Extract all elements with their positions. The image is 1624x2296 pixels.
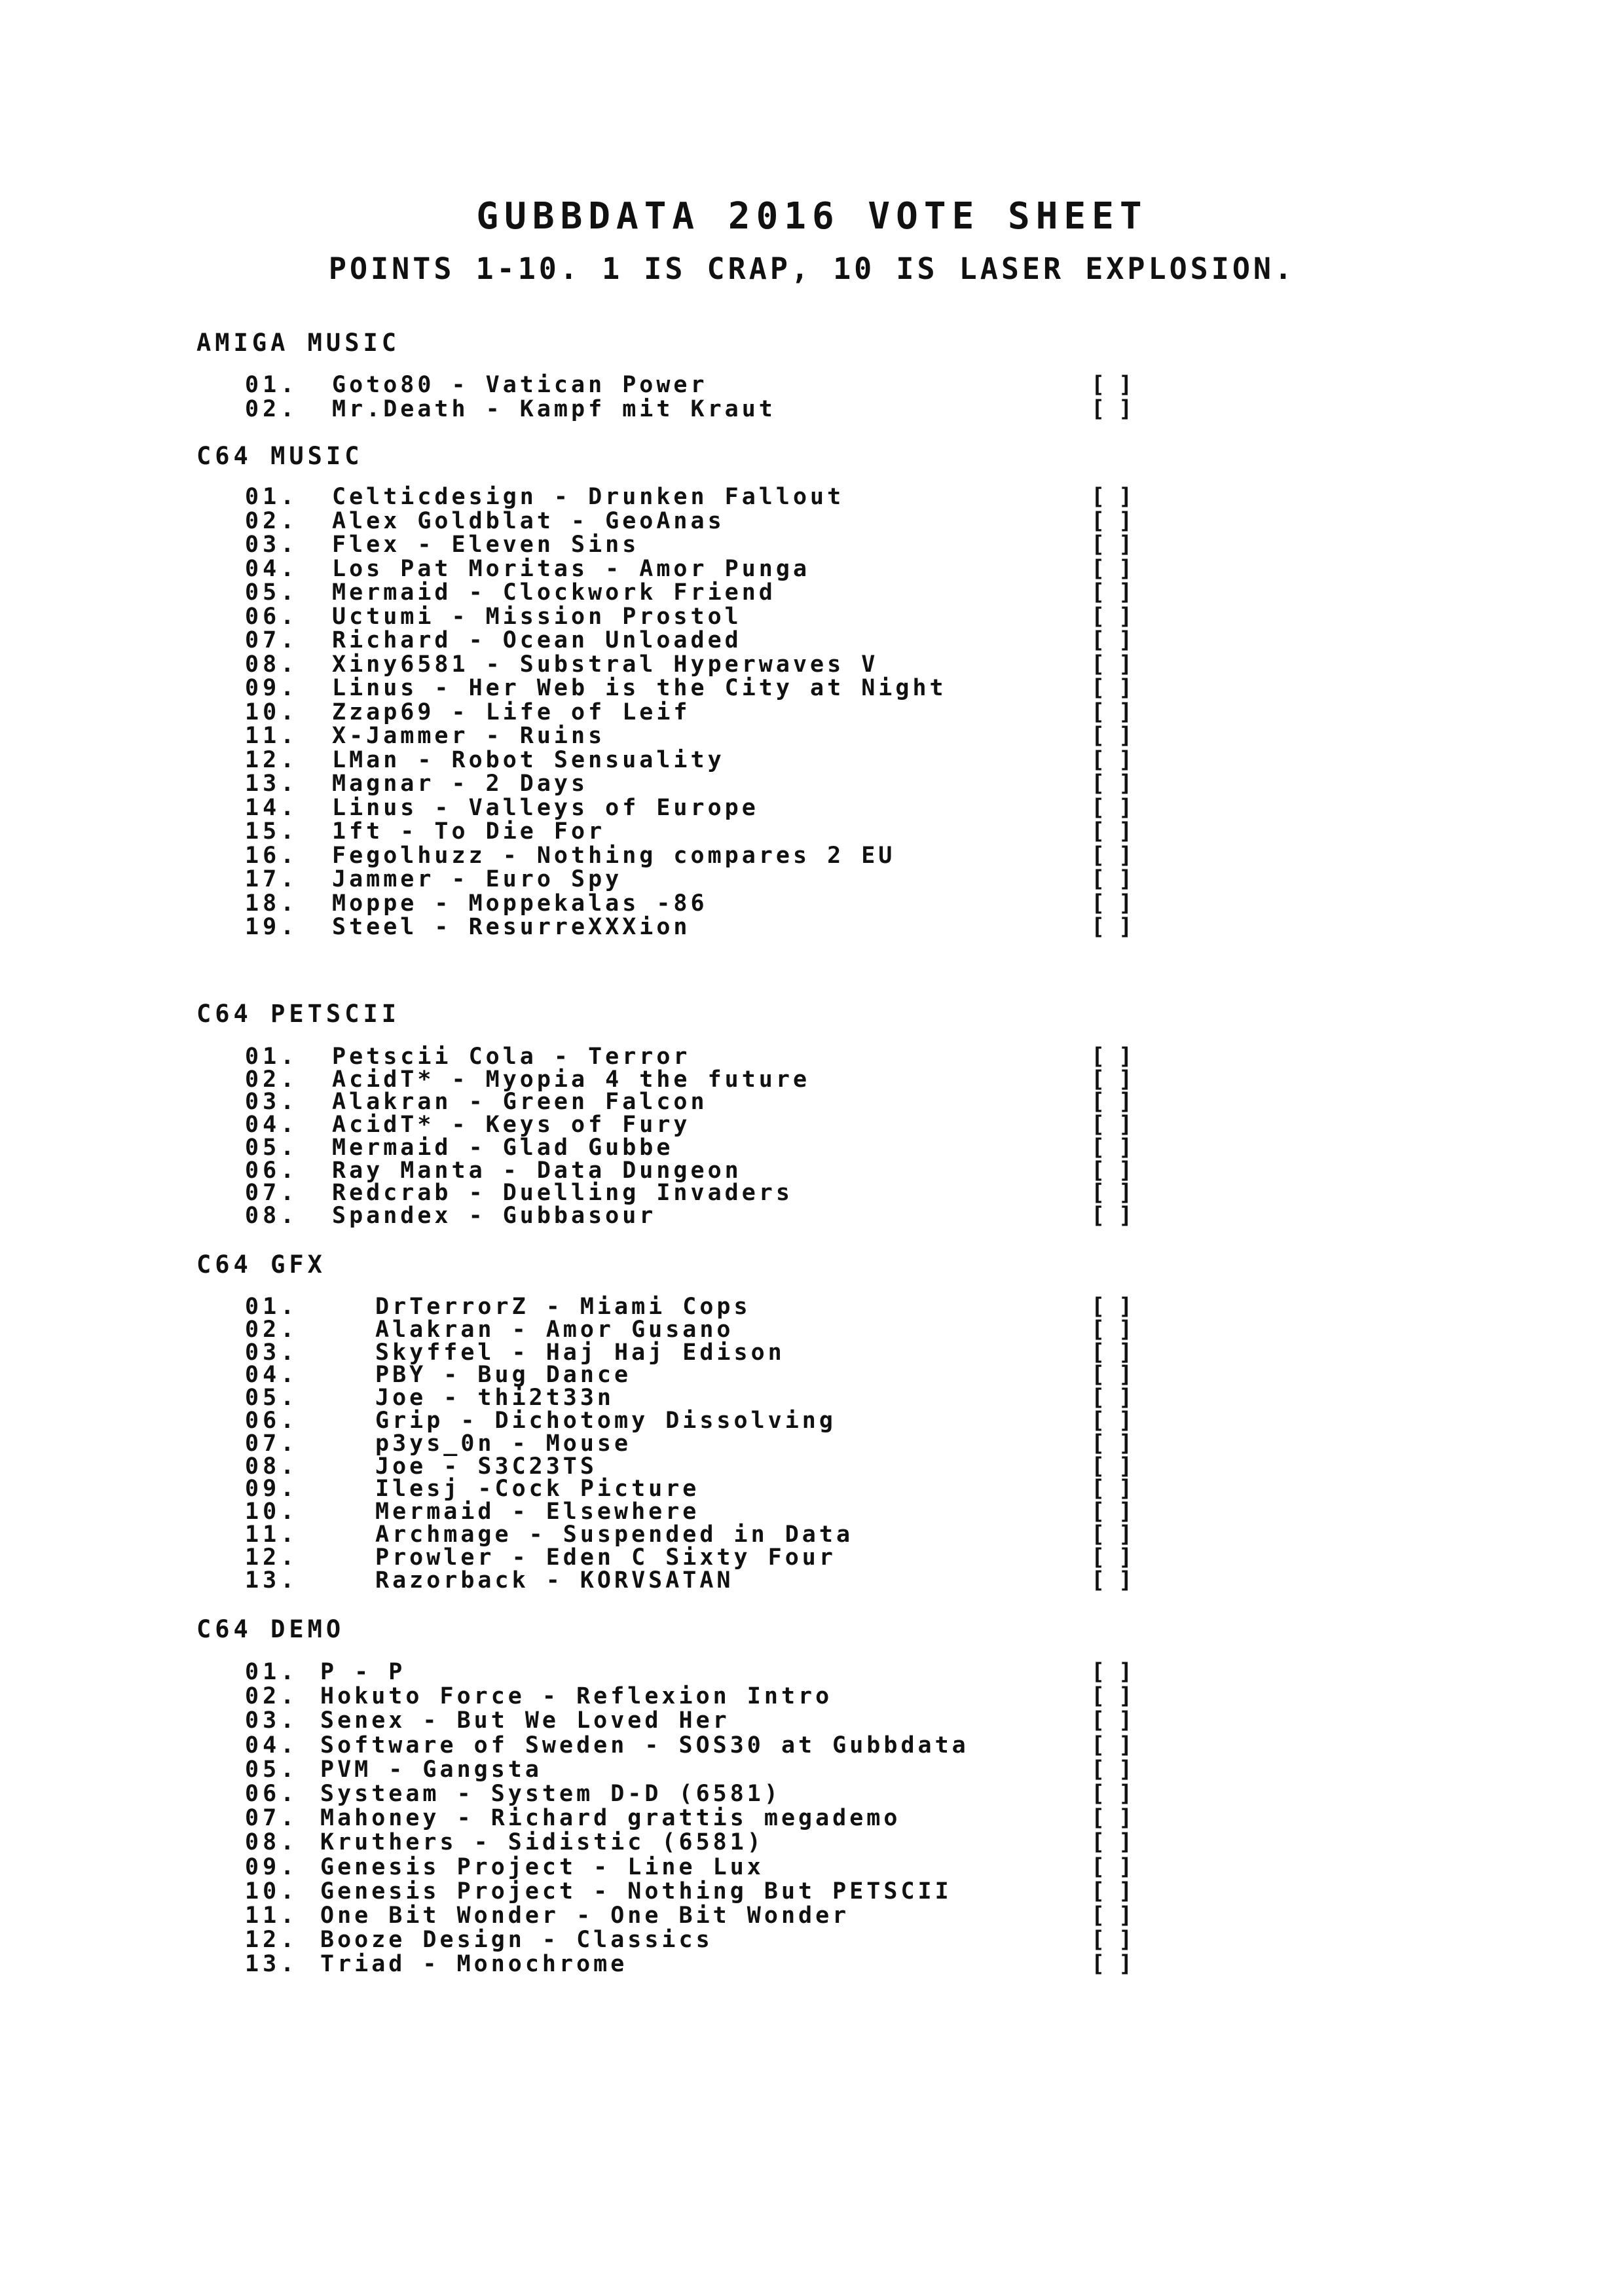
entry-number: 08. <box>245 651 299 678</box>
section-title: AMIGA MUSIC <box>196 329 401 357</box>
entry-row <box>0 1709 1624 1732</box>
entry-title: Ray Manta - Data Dungeon <box>332 1157 742 1184</box>
entry-number: 18. <box>245 890 299 917</box>
entry-title: Steel - ResurreXXXion <box>332 914 691 940</box>
entry-number: 16. <box>245 842 299 869</box>
entry-title: Kruthers - Sidistic (6581) <box>320 1829 764 1856</box>
vote-checkbox[interactable]: [ ] <box>1091 1430 1133 1457</box>
entry-title: Razorback - KORVSATAN <box>375 1567 734 1594</box>
entry-number: 10. <box>245 1499 299 1525</box>
entry-number: 04. <box>245 1732 299 1758</box>
vote-checkbox[interactable]: [ ] <box>1091 603 1133 630</box>
vote-checkbox[interactable]: [ ] <box>1091 1544 1133 1571</box>
vote-checkbox[interactable]: [ ] <box>1091 746 1133 773</box>
vote-checkbox[interactable]: [ ] <box>1091 1951 1133 1978</box>
entry-title: Genesis Project - Line Lux <box>320 1853 764 1880</box>
entry-row <box>0 1831 1624 1854</box>
entry-number: 03. <box>245 1089 299 1116</box>
entry-number: 02. <box>245 1683 299 1710</box>
entry-title: AcidT* - Myopia 4 the future <box>332 1066 811 1093</box>
entry-title: Goto80 - Vatican Power <box>332 372 708 398</box>
vote-checkbox[interactable]: [ ] <box>1091 1202 1133 1229</box>
entry-row <box>0 1880 1624 1903</box>
vote-checkbox[interactable]: [ ] <box>1091 1112 1133 1139</box>
vote-checkbox[interactable]: [ ] <box>1091 1453 1133 1480</box>
entry-row <box>0 629 1624 652</box>
entry-title: Genesis Project - Nothing But PETSCII <box>320 1878 952 1904</box>
entry-number: 08. <box>245 1453 299 1480</box>
entry-title: PBY - Bug Dance <box>375 1362 632 1389</box>
entry-title: Linus - Valleys of Europe <box>332 794 759 821</box>
entry-number: 13. <box>245 771 299 797</box>
entry-number: 15. <box>245 818 299 845</box>
entry-number: 03. <box>245 1707 299 1734</box>
entry-number: 08. <box>245 1829 299 1856</box>
entry-row <box>0 581 1624 604</box>
entry-number: 03. <box>245 532 299 558</box>
page-subtitle: POINTS 1-10. 1 IS CRAP, 10 IS LASER EXPLOSION. <box>328 251 1296 286</box>
entry-row <box>0 1952 1624 1976</box>
entry-row <box>0 1500 1624 1523</box>
entry-row <box>0 373 1624 397</box>
entry-row <box>0 1546 1624 1569</box>
entry-row <box>0 557 1624 581</box>
entry-number: 11. <box>245 723 299 749</box>
entry-row <box>0 1295 1624 1319</box>
vote-checkbox[interactable]: [ ] <box>1091 842 1133 869</box>
vote-checkbox[interactable]: [ ] <box>1091 555 1133 582</box>
entry-title: Zzap69 - Life of Leif <box>332 699 691 725</box>
entry-title: Prowler - Eden C Sixty Four <box>375 1544 836 1571</box>
entry-row <box>0 1341 1624 1364</box>
vote-checkbox[interactable]: [ ] <box>1091 1707 1133 1734</box>
entry-title: p3ys_0n - Mouse <box>375 1430 632 1457</box>
entry-row <box>0 748 1624 772</box>
entry-title: Uctumi - Mission Prostol <box>332 603 742 630</box>
entry-row <box>0 1734 1624 1757</box>
entry-row <box>0 509 1624 533</box>
entry-row <box>0 1159 1624 1182</box>
vote-checkbox[interactable]: [ ] <box>1091 1805 1133 1832</box>
entry-row <box>0 724 1624 748</box>
entry-title: Spandex - Gubbasour <box>332 1202 657 1229</box>
entry-title: Mr.Death - Kampf mit Kraut <box>332 395 776 422</box>
entry-row <box>0 1758 1624 1781</box>
entry-row <box>0 653 1624 676</box>
entry-title: Mahoney - Richard grattis megademo <box>320 1805 901 1832</box>
entry-number: 05. <box>245 1134 299 1161</box>
entry-title: Systeam - System D-D (6581) <box>320 1781 781 1807</box>
entry-title: Ilesj -Cock Picture <box>375 1476 700 1503</box>
vote-checkbox[interactable]: [ ] <box>1091 1756 1133 1783</box>
vote-checkbox[interactable]: [ ] <box>1091 372 1133 398</box>
entry-title: X-Jammer - Ruins <box>332 723 606 749</box>
entry-row <box>0 1455 1624 1478</box>
section-title: C64 DEMO <box>196 1615 345 1643</box>
vote-checkbox[interactable]: [ ] <box>1091 1659 1133 1685</box>
vote-checkbox[interactable]: [ ] <box>1091 1385 1133 1412</box>
vote-checkbox[interactable]: [ ] <box>1091 1499 1133 1525</box>
entry-number: 02. <box>245 507 299 534</box>
section-title: C64 GFX <box>196 1250 326 1279</box>
entry-title: Moppe - Moppekalas -86 <box>332 890 708 917</box>
entry-number: 12. <box>245 1927 299 1954</box>
entry-row <box>0 1045 1624 1068</box>
vote-checkbox[interactable]: [ ] <box>1091 532 1133 558</box>
page-title: GUBBDATA 2016 VOTE SHEET <box>476 195 1148 238</box>
vote-checkbox[interactable]: [ ] <box>1091 507 1133 534</box>
entry-title: Booze Design - Classics <box>320 1927 713 1954</box>
entry-title: Skyffel - Haj Haj Edison <box>375 1339 785 1366</box>
entry-row <box>0 867 1624 891</box>
entry-title: Magnar - 2 Days <box>332 771 589 797</box>
entry-number: 10. <box>245 699 299 725</box>
entry-row <box>0 1090 1624 1114</box>
vote-checkbox[interactable]: [ ] <box>1091 1903 1133 1929</box>
entry-title: Alakran - Amor Gusano <box>375 1316 734 1343</box>
entry-number: 09. <box>245 1853 299 1880</box>
vote-checkbox[interactable]: [ ] <box>1091 1781 1133 1807</box>
entry-row <box>0 772 1624 795</box>
entry-row <box>0 533 1624 556</box>
vote-checkbox[interactable]: [ ] <box>1091 818 1133 845</box>
entry-title: Software of Sweden - SOS30 at Gubbdata <box>320 1732 969 1758</box>
entry-title: Petscii Cola - Terror <box>332 1044 691 1070</box>
vote-checkbox[interactable]: [ ] <box>1091 484 1133 510</box>
entry-number: 13. <box>245 1567 299 1594</box>
entry-title: Flex - Eleven Sins <box>332 532 640 558</box>
entry-number: 02. <box>245 1066 299 1093</box>
vote-checkbox[interactable]: [ ] <box>1091 1339 1133 1366</box>
entry-title: Mermaid - Clockwork Friend <box>332 579 776 606</box>
vote-checkbox[interactable]: [ ] <box>1091 627 1133 653</box>
entry-row <box>0 676 1624 700</box>
vote-checkbox[interactable]: [ ] <box>1091 1683 1133 1710</box>
entry-number: 02. <box>245 395 299 422</box>
entry-number: 11. <box>245 1903 299 1929</box>
entry-number: 01. <box>245 1044 299 1070</box>
entry-number: 06. <box>245 603 299 630</box>
vote-checkbox[interactable]: [ ] <box>1091 1134 1133 1161</box>
entry-title: Joe - S3C23TS <box>375 1453 597 1480</box>
vote-checkbox[interactable]: [ ] <box>1091 1066 1133 1093</box>
entry-row <box>0 605 1624 629</box>
entry-number: 05. <box>245 1385 299 1412</box>
entry-number: 03. <box>245 1339 299 1366</box>
entry-number: 07. <box>245 627 299 653</box>
vote-checkbox[interactable]: [ ] <box>1091 699 1133 725</box>
vote-checkbox[interactable]: [ ] <box>1091 1927 1133 1954</box>
entry-number: 05. <box>245 1756 299 1783</box>
vote-checkbox[interactable]: [ ] <box>1091 1180 1133 1207</box>
entry-title: Grip - Dichotomy Dissolving <box>375 1408 836 1434</box>
entry-number: 09. <box>245 675 299 701</box>
entry-number: 06. <box>245 1157 299 1184</box>
entry-number: 02. <box>245 1316 299 1343</box>
entry-title: Xiny6581 - Substral Hyperwaves V <box>332 651 879 678</box>
entry-title: Celticdesign - Drunken Fallout <box>332 484 845 510</box>
entry-title: Triad - Monochrome <box>320 1951 628 1978</box>
entry-row <box>0 1685 1624 1708</box>
entry-row <box>0 1181 1624 1205</box>
entry-row <box>0 1432 1624 1455</box>
entry-row <box>0 397 1624 421</box>
entry-title: AcidT* - Keys of Fury <box>332 1112 691 1139</box>
entry-title: P - P <box>320 1659 406 1685</box>
entry-title: One Bit Wonder - One Bit Wonder <box>320 1903 850 1929</box>
entry-row <box>0 1204 1624 1228</box>
entry-title: Mermaid - Elsewhere <box>375 1499 700 1525</box>
entry-row <box>0 915 1624 939</box>
entry-title: DrTerrorZ - Miami Cops <box>375 1294 751 1320</box>
vote-checkbox[interactable]: [ ] <box>1091 1362 1133 1389</box>
entry-number: 06. <box>245 1781 299 1807</box>
vote-checkbox[interactable]: [ ] <box>1091 395 1133 422</box>
entry-row <box>0 1904 1624 1927</box>
entry-number: 04. <box>245 1362 299 1389</box>
entry-row <box>0 1477 1624 1501</box>
entry-number: 19. <box>245 914 299 940</box>
vote-checkbox[interactable]: [ ] <box>1091 890 1133 917</box>
vote-checkbox[interactable]: [ ] <box>1091 1408 1133 1434</box>
entry-title: Archmage - Suspended in Data <box>375 1522 854 1548</box>
vote-checkbox[interactable]: [ ] <box>1091 866 1133 892</box>
entry-title: Linus - Her Web is the City at Night <box>332 675 947 701</box>
entry-row <box>0 1855 1624 1879</box>
entry-number: 10. <box>245 1878 299 1904</box>
entry-title: LMan - Robot Sensuality <box>332 746 725 773</box>
entry-row <box>0 1523 1624 1546</box>
vote-checkbox[interactable]: [ ] <box>1091 1732 1133 1758</box>
entry-number: 09. <box>245 1476 299 1503</box>
entry-number: 01. <box>245 484 299 510</box>
entry-row <box>0 844 1624 867</box>
entry-row <box>0 1113 1624 1137</box>
entry-title: Los Pat Moritas - Amor Punga <box>332 555 811 582</box>
section-title: C64 MUSIC <box>196 442 363 470</box>
entry-row <box>0 1136 1624 1159</box>
entry-title: Fegolhuzz - Nothing compares 2 EU <box>332 842 896 869</box>
entry-number: 12. <box>245 746 299 773</box>
entry-row <box>0 1318 1624 1341</box>
entry-title: Mermaid - Glad Gubbe <box>332 1134 674 1161</box>
vote-checkbox[interactable]: [ ] <box>1091 1853 1133 1880</box>
entry-row <box>0 820 1624 843</box>
entry-number: 01. <box>245 1659 299 1685</box>
vote-checkbox[interactable]: [ ] <box>1091 651 1133 678</box>
entry-row <box>0 1928 1624 1952</box>
vote-checkbox[interactable]: [ ] <box>1091 1089 1133 1116</box>
vote-checkbox[interactable]: [ ] <box>1091 1157 1133 1184</box>
entry-number: 06. <box>245 1408 299 1434</box>
entry-title: 1ft - To Die For <box>332 818 606 845</box>
entry-number: 13. <box>245 1951 299 1978</box>
entry-number: 08. <box>245 1202 299 1229</box>
entry-row <box>0 1409 1624 1432</box>
entry-row <box>0 1386 1624 1410</box>
vote-checkbox[interactable]: [ ] <box>1091 1294 1133 1320</box>
entry-title: Senex - But We Loved Her <box>320 1707 730 1734</box>
entry-row <box>0 892 1624 915</box>
entry-number: 11. <box>245 1522 299 1548</box>
vote-checkbox[interactable]: [ ] <box>1091 1567 1133 1594</box>
entry-number: 04. <box>245 1112 299 1139</box>
entry-number: 01. <box>245 372 299 398</box>
entry-row <box>0 1068 1624 1091</box>
entry-row <box>0 1782 1624 1806</box>
vote-checkbox[interactable]: [ ] <box>1091 794 1133 821</box>
entry-number: 14. <box>245 794 299 821</box>
entry-title: Jammer - Euro Spy <box>332 866 623 892</box>
entry-row <box>0 1806 1624 1830</box>
entry-row <box>0 1569 1624 1592</box>
entry-number: 07. <box>245 1430 299 1457</box>
vote-checkbox[interactable]: [ ] <box>1091 1316 1133 1343</box>
vote-checkbox[interactable]: [ ] <box>1091 1476 1133 1503</box>
vote-checkbox[interactable]: [ ] <box>1091 1878 1133 1904</box>
entry-row <box>0 1363 1624 1387</box>
entry-row <box>0 796 1624 820</box>
vote-checkbox[interactable]: [ ] <box>1091 579 1133 606</box>
entry-number: 04. <box>245 555 299 582</box>
entry-number: 01. <box>245 1294 299 1320</box>
entry-title: Alakran - Green Falcon <box>332 1089 708 1116</box>
entry-number: 05. <box>245 579 299 606</box>
entry-number: 17. <box>245 866 299 892</box>
entry-number: 07. <box>245 1180 299 1207</box>
entry-title: Joe - thi2t33n <box>375 1385 615 1412</box>
entry-title: Redcrab - Duelling Invaders <box>332 1180 793 1207</box>
entry-title: PVM - Gangsta <box>320 1756 542 1783</box>
vote-checkbox[interactable]: [ ] <box>1091 1044 1133 1070</box>
entry-title: Richard - Ocean Unloaded <box>332 627 742 653</box>
entry-title: Hokuto Force - Reflexion Intro <box>320 1683 833 1710</box>
vote-checkbox[interactable]: [ ] <box>1091 914 1133 940</box>
vote-checkbox[interactable]: [ ] <box>1091 675 1133 701</box>
entry-row <box>0 701 1624 724</box>
entry-row <box>0 485 1624 509</box>
entry-number: 07. <box>245 1805 299 1832</box>
vote-checkbox[interactable]: [ ] <box>1091 723 1133 749</box>
entry-row <box>0 1660 1624 1684</box>
entry-title: Alex Goldblat - GeoAnas <box>332 507 725 534</box>
vote-checkbox[interactable]: [ ] <box>1091 771 1133 797</box>
vote-checkbox[interactable]: [ ] <box>1091 1829 1133 1856</box>
vote-checkbox[interactable]: [ ] <box>1091 1522 1133 1548</box>
section-title: C64 PETSCII <box>196 1000 401 1028</box>
entry-number: 12. <box>245 1544 299 1571</box>
